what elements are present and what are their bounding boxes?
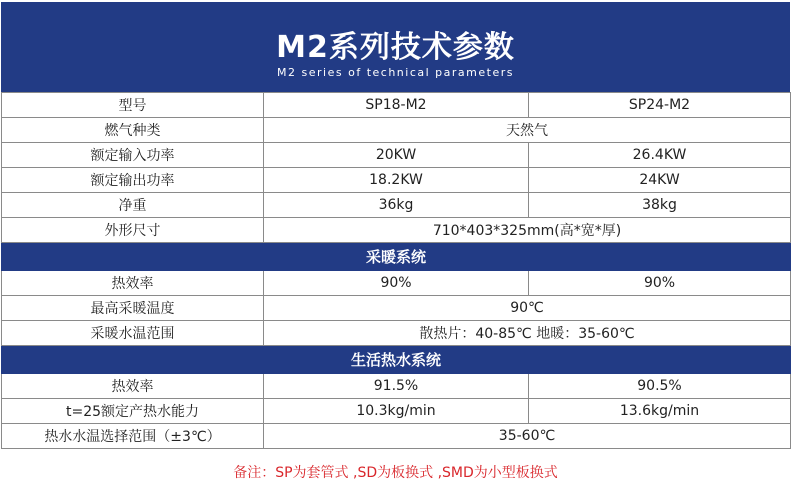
cell-value: 散热片：40-85℃ 地暖：35-60℃ xyxy=(264,321,791,346)
cell-value: 90.5% xyxy=(529,374,791,399)
cell-value: 天然气 xyxy=(264,118,791,143)
table-row xyxy=(2,296,791,321)
row-label: 外形尺寸 xyxy=(2,218,264,243)
page-title: M2系列技术参数 xyxy=(276,30,515,65)
cell-value: 90% xyxy=(264,271,529,296)
cell-value: 24KW xyxy=(529,168,791,193)
row-label: 热效率 xyxy=(2,271,264,296)
cell-value: 90% xyxy=(529,271,791,296)
cell-value: 91.5% xyxy=(264,374,529,399)
row-label: 热效率 xyxy=(2,374,264,399)
table-row xyxy=(2,374,791,399)
table-row xyxy=(2,424,791,449)
section-header-hot-water xyxy=(2,346,791,374)
row-label: t=25额定产热水能力 xyxy=(2,399,264,424)
section-title: 生活热水系统 xyxy=(2,346,791,374)
table-row xyxy=(2,93,791,118)
row-label: 热水水温选择范围（±3℃） xyxy=(2,424,264,449)
row-label: 型号 xyxy=(2,93,264,118)
cell-value: 20KW xyxy=(264,143,529,168)
cell-value: SP18-M2 xyxy=(264,93,529,118)
cell-value: 90℃ xyxy=(264,296,791,321)
cell-value: 13.6kg/min xyxy=(529,399,791,424)
cell-value: 18.2KW xyxy=(264,168,529,193)
cell-value: 36kg xyxy=(264,193,529,218)
cell-value: 10.3kg/min xyxy=(264,399,529,424)
row-label: 燃气种类 xyxy=(2,118,264,143)
cell-value: 38kg xyxy=(529,193,791,218)
table-row xyxy=(2,143,791,168)
row-label: 额定输入功率 xyxy=(2,143,264,168)
row-label: 最高采暖温度 xyxy=(2,296,264,321)
row-label: 额定输出功率 xyxy=(2,168,264,193)
spec-table xyxy=(1,92,791,449)
cell-value: 26.4KW xyxy=(529,143,791,168)
cell-value: SP24-M2 xyxy=(529,93,791,118)
footnote: 备注：SP为套管式 ,SD为板换式 ,SMD为小型板换式 xyxy=(233,465,558,481)
table-row xyxy=(2,321,791,346)
page-subtitle: M2 series of technical parameters xyxy=(277,66,514,79)
cell-value: 710*403*325mm(高*宽*厚) xyxy=(264,218,791,243)
row-label: 采暖水温范围 xyxy=(2,321,264,346)
section-title: 采暖系统 xyxy=(2,243,791,271)
table-row xyxy=(2,193,791,218)
section-header-heating xyxy=(2,243,791,271)
cell-value: 35-60℃ xyxy=(264,424,791,449)
row-label: 净重 xyxy=(2,193,264,218)
table-row xyxy=(2,399,791,424)
table-row xyxy=(2,168,791,193)
table-row xyxy=(2,271,791,296)
table-row xyxy=(2,218,791,243)
table-row xyxy=(2,118,791,143)
title-banner xyxy=(1,2,790,92)
